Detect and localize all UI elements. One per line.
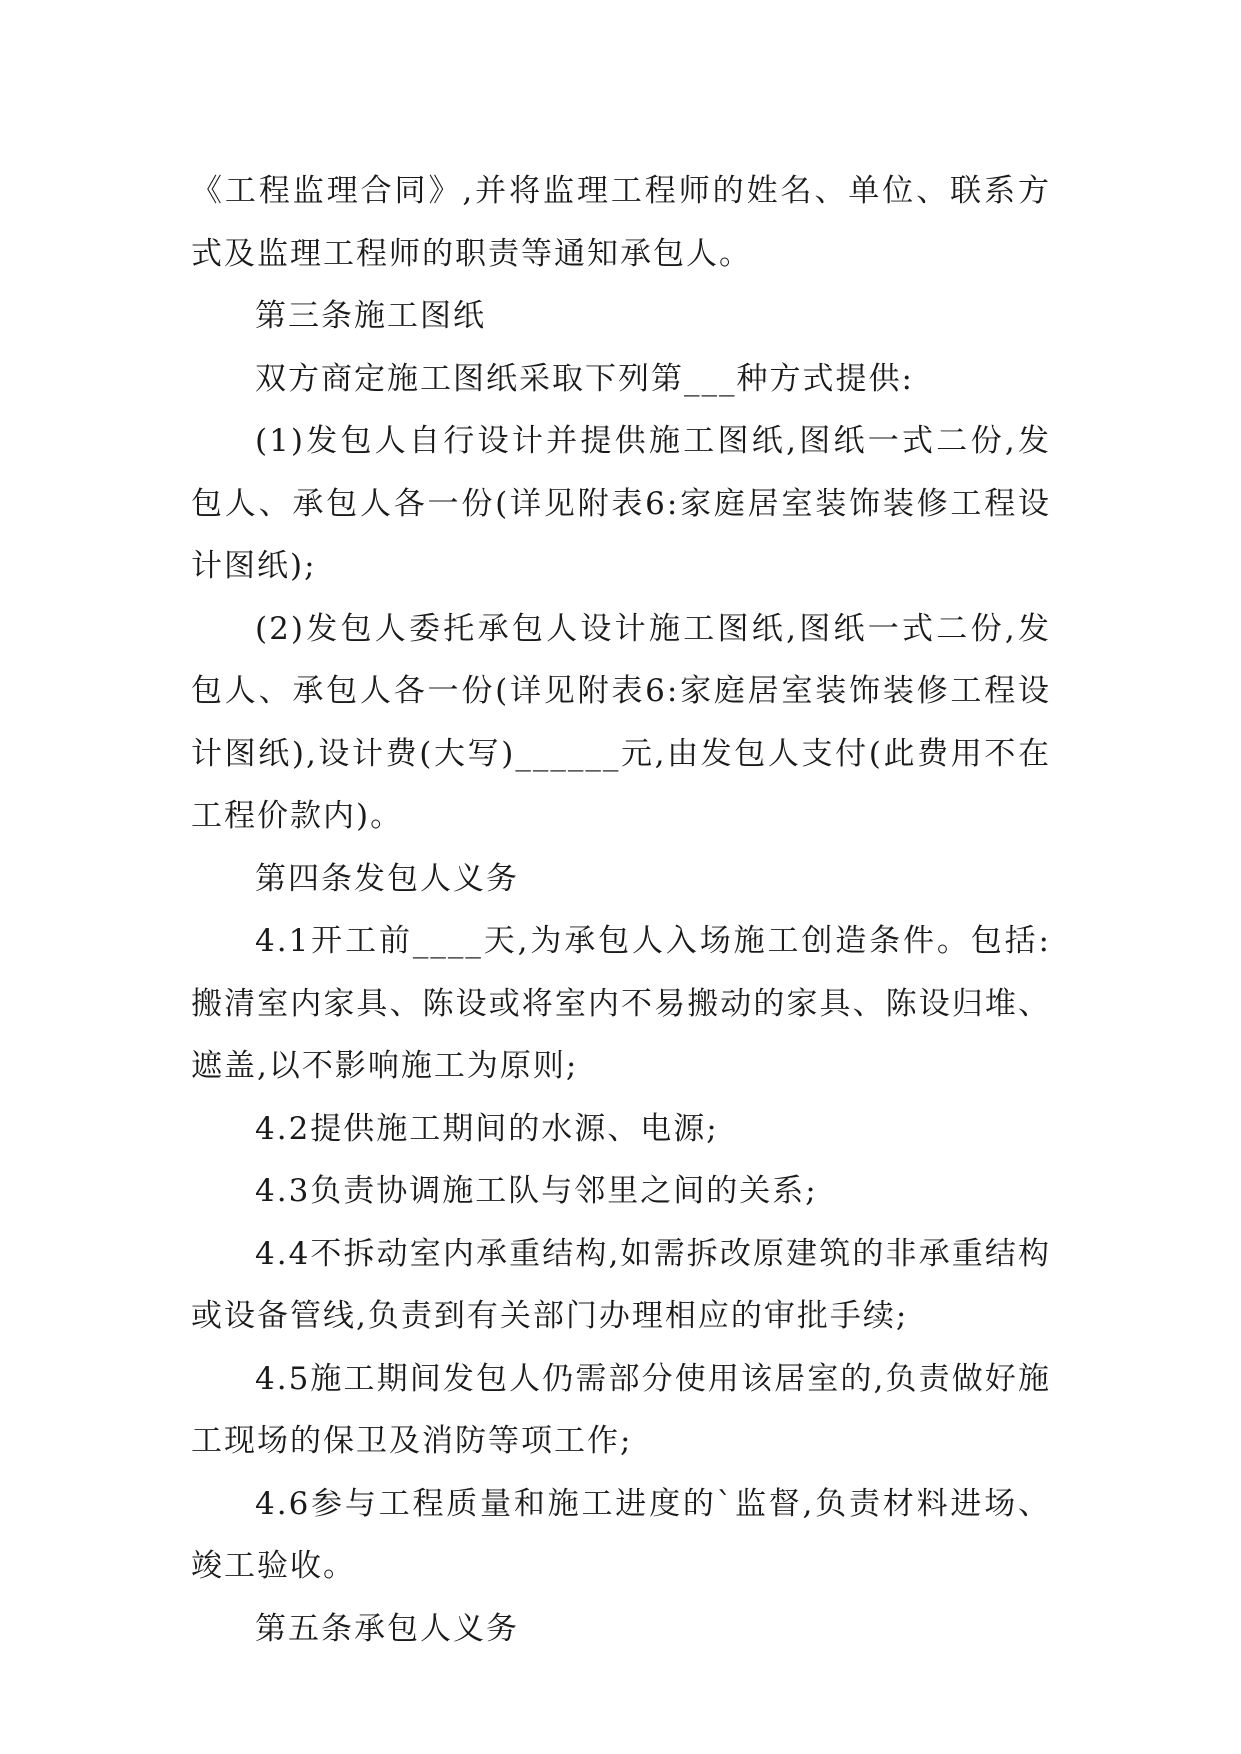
- paragraph-clause-4-5: 4.5施工期间发包人仍需部分使用该居室的,负责做好施工现场的保卫及消防等项工作;: [191, 1360, 1051, 1459]
- paragraph-clause-4-4: 4.4不拆动室内承重结构,如需拆改原建筑的非承重结构或设备管线,负责到有关部门办理相应的审批手续;: [191, 1235, 1051, 1334]
- paragraph-article-3-intro: 双方商定施工图纸采取下列第___种方式提供:: [255, 360, 914, 397]
- paragraph-clause-4-3: 4.3负责协调施工队与邻里之间的关系;: [255, 1173, 818, 1209]
- paragraph-clause-4-2: 4.2提供施工期间的水源、电源;: [255, 1110, 719, 1147]
- paragraph-clause-4-1: 4.1开工前____天,为承包人入场施工创造条件。包括:搬清室内家具、陈设或将室内不易搬动的家具、陈设归堆、遮盖,以不影响施工为原则;: [191, 923, 1051, 1084]
- paragraph-clause-4-6: 4.6参与工程质量和施工进度的`监督,负责材料进场、竣工验收。: [191, 1485, 1051, 1584]
- heading-article-5: 第五条承包人义务: [255, 1610, 519, 1647]
- paragraph-article-3-option-1: (1)发包人自行设计并提供施工图纸,图纸一式二份,发包人、承包人各一份(详见附表6:家庭居室装饰装修工程设计图纸);: [191, 423, 1051, 584]
- paragraph-article-3-option-2: (2)发包人委托承包人设计施工图纸,图纸一式二份,发包人、承包人各一份(详见附表6:家庭居室装饰装修工程设计图纸),设计费(大写)______元,由发包人支付(此费用不在工程价款内)。: [191, 610, 1051, 834]
- heading-article-4: 第四条发包人义务: [255, 860, 519, 897]
- paragraph-contract-continuation: 《工程监理合同》,并将监理工程师的姓名、单位、联系方式及监理工程师的职责等通知承包人。: [191, 173, 1051, 272]
- heading-article-3: 第三条施工图纸: [255, 298, 486, 334]
- document-body: [191, 160, 1051, 1660]
